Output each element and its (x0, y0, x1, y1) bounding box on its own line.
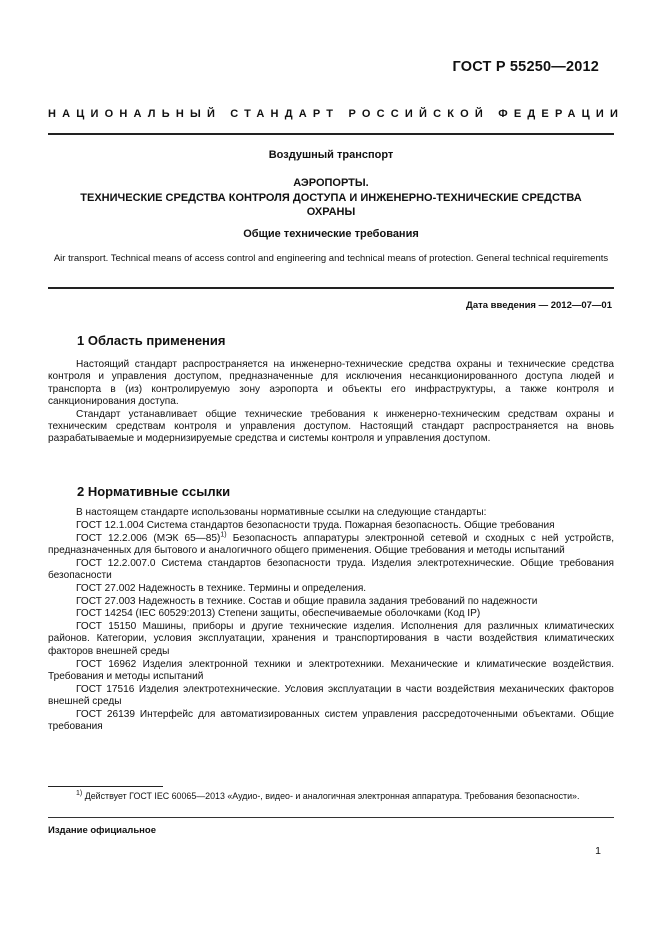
section-2-intro: В настоящем стандарте использованы нормативные ссылки на следующие стандарты: (76, 507, 487, 518)
section-1-paragraph-1: Настоящий стандарт распространяется на инженерно-технические средства охраны и технические средства контроля и управления доступом, предназначенные для исключения несанкционированного доступа людей и транспорта в (из) контролируемую зону аэропорта и объекты его инфраструктуры, а также контроля и санкционирования доступа. (48, 359, 614, 407)
gost-number: ГОСТ Р 55250—2012 (452, 59, 599, 75)
section-1-paragraph-2: Стандарт устанавливает общие технические требования к инженерно-техническим средствам охраны и техническим средствам контроля и управления доступом. Настоящий стандарт распространяется на вновь разрабатываемые и модернизируемые средства и системы контроля и управления доступом. (48, 408, 614, 445)
section-2-heading: 2 Нормативные ссылки (77, 484, 231, 499)
reference-item: ГОСТ 15150 Машины, приборы и другие технические изделия. Исполнения для различных климатических районов. Категории, условия эксплуатации, хранения и транспортирования в части воздействия климатических факторов внешней среды (48, 621, 614, 657)
page-number: 1 (595, 845, 601, 857)
english-title: Air transport. Technical means of access control and engineering and technical means of protection. General technical requirements (53, 253, 609, 264)
reference-title: Безопасность аппаратуры электронной сетевой и сходных с ней устройств, предназначенных для бытового и аналогичного общего применения. Общие требования и методы испытаний (48, 532, 615, 556)
edition-label: Издание официальное (48, 825, 156, 836)
reference-item: ГОСТ 16962 Изделия электронной техники и электротехники. Механические и климатические воздействия. Требования и методы испытаний (48, 658, 614, 682)
bottom-rule (48, 817, 614, 818)
footnote-rule (48, 786, 163, 787)
reference-item (48, 533, 614, 558)
main-title (48, 176, 614, 220)
top-rule (48, 133, 614, 135)
reference-item: ГОСТ 12.1.004 Система стандартов безопасности труда. Пожарная безопасность. Общие требования (76, 519, 555, 531)
reference-item: ГОСТ 27.002 Надежность в технике. Термины и определения. (76, 582, 367, 594)
title-block-rule (48, 287, 614, 289)
footnote (48, 791, 614, 803)
introduction-date: Дата введения — 2012—07—01 (466, 300, 612, 311)
reference-code: ГОСТ 12.2.006 (МЭК 65—85) (76, 532, 221, 544)
requirements-title: Общие технические требования (243, 228, 419, 240)
reference-item: ГОСТ 17516 Изделия электротехнические. Условия эксплуатации в части воздействия механических факторов внешней среды (48, 683, 614, 707)
national-standard-banner: НАЦИОНАЛЬНЫЙ СТАНДАРТ РОССИЙСКОЙ ФЕДЕРАЦИИ (48, 108, 625, 120)
main-title-line-2: ТЕХНИЧЕСКИЕ СРЕДСТВА КОНТРОЛЯ ДОСТУПА И ИНЖЕНЕРНО-ТЕХНИЧЕСКИЕ СРЕДСТВА (80, 191, 582, 204)
footnote-number: 1) (76, 790, 83, 798)
footnote-marker: 1) (220, 531, 227, 539)
reference-item: ГОСТ 26139 Интерфейс для автоматизированных систем управления рассредоточенными объектами. Общие требования (48, 708, 614, 733)
main-title-line-3: ОХРАНЫ (306, 206, 356, 218)
section-1-heading: 1 Область применения (77, 333, 226, 348)
reference-item: ГОСТ 27.003 Надежность в технике. Состав и общие правила задания требований по надежности (76, 595, 538, 607)
reference-item: ГОСТ 14254 (IEC 60529:2013) Степени защиты, обеспечиваемые оболочками (Код IP) (76, 608, 481, 620)
reference-item: ГОСТ 12.2.007.0 Система стандартов безопасности труда. Изделия электротехнические. Общие требования безопасности (48, 557, 614, 581)
subtitle: Воздушный транспорт (268, 149, 394, 161)
section-2-body (48, 507, 614, 733)
main-title-line-1: АЭРОПОРТЫ. (293, 177, 369, 189)
footnote-text: Действует ГОСТ IEC 60065—2013 «Аудио-, видео- и аналогичная электронная аппаратура. Требования безопасности». (84, 791, 580, 801)
section-1-body (48, 359, 614, 446)
